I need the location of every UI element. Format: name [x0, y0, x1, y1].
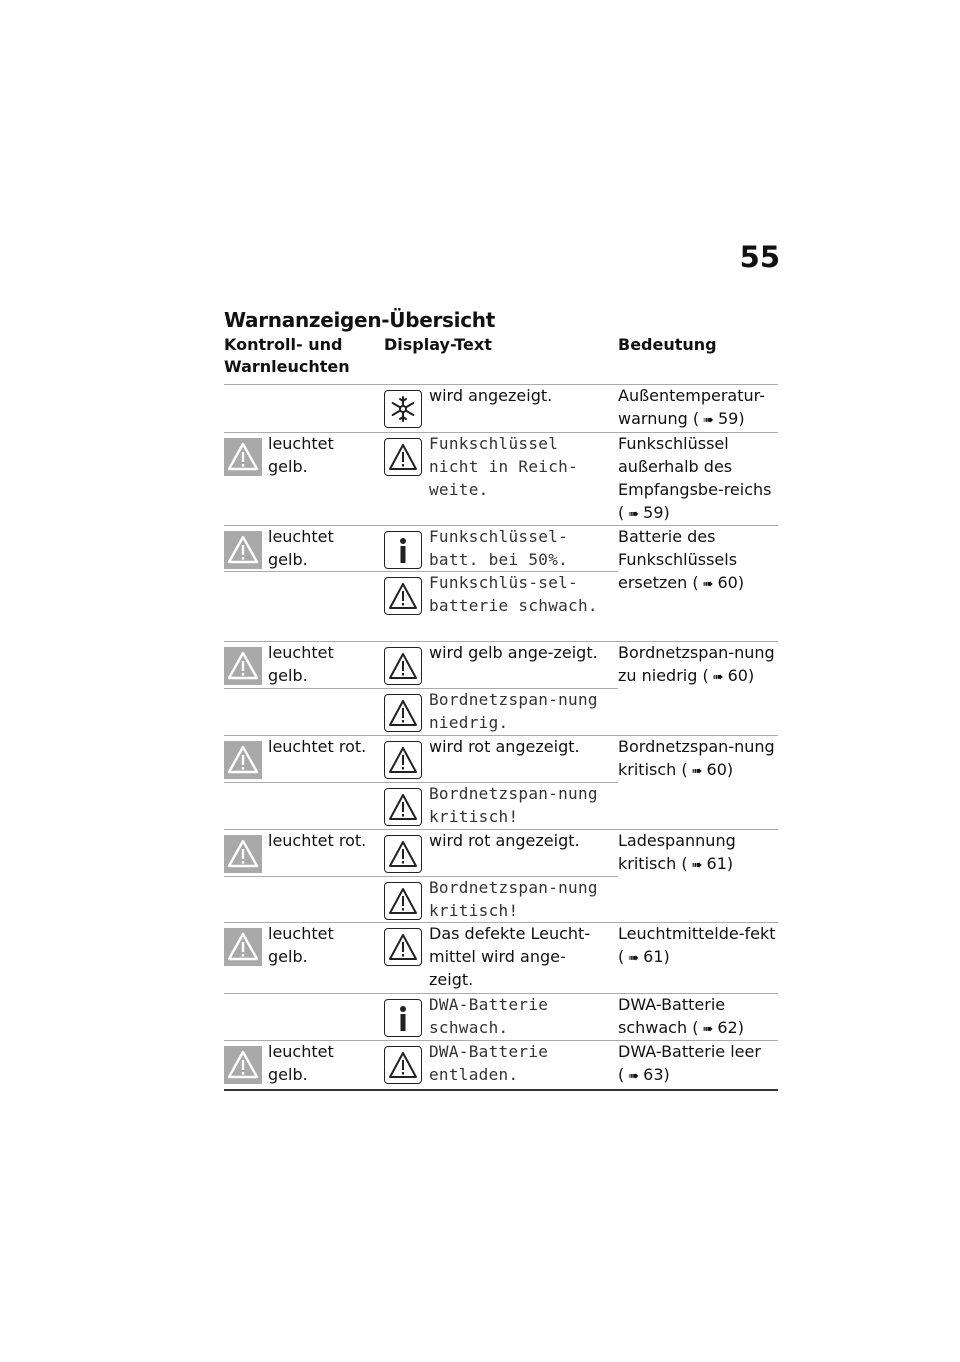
display-text: Das defekte Leucht-mittel wird ange-zeigt. [429, 924, 591, 989]
warning-triangle-icon [384, 694, 422, 732]
display-text: Funkschlüssel nicht in Reich-weite. [429, 434, 578, 499]
page-reference-number: 60 [717, 573, 738, 592]
display-text: DWA-Batterie entladen. [429, 1042, 549, 1084]
snowflake-icon [384, 390, 422, 428]
meaning-text [618, 1040, 778, 1088]
lamp-state-text: leuchtet gelb. [268, 434, 334, 476]
header-lamps: Kontroll- und Warnleuchten [224, 335, 350, 376]
arrow-right-icon: ➠ [712, 670, 724, 685]
arrow-right-icon: ➠ [628, 951, 640, 966]
page-reference-link[interactable]: ( ➠ 59) [688, 409, 745, 428]
warning-triangle-icon [384, 438, 422, 476]
page-reference-number: 59 [718, 409, 739, 428]
display-text: Bordnetzspan-nung kritisch! [429, 784, 598, 826]
warning-triangle-icon [384, 928, 422, 966]
header-meaning: Bedeutung [618, 335, 717, 354]
page-reference-number: 60 [727, 666, 748, 685]
warning-triangle-icon [384, 882, 422, 920]
display-text: Bordnetzspan-nung niedrig. [429, 690, 598, 732]
meaning-label: Bordnetzspan-nung kritisch [618, 737, 775, 779]
lamp-state-text: leuchtet rot. [268, 831, 367, 850]
page-reference-link[interactable]: ( ➠ 60) [687, 573, 744, 592]
arrow-right-icon: ➠ [628, 507, 640, 522]
meaning-label: Ladespannung kritisch [618, 831, 736, 873]
meaning-label: Funkschlüssel außerhalb des Empfangsbe-reichs [618, 434, 772, 499]
arrow-right-icon: ➠ [691, 858, 703, 873]
warning-lamp-icon [224, 835, 262, 873]
meaning-text [618, 384, 778, 432]
meaning-label: Batterie des Funkschlüssels ersetzen [618, 527, 738, 592]
arrow-right-icon: ➠ [703, 413, 714, 428]
warning-lamp-icon [224, 438, 262, 476]
page-reference-link[interactable]: ( ➠ 60) [676, 760, 733, 779]
display-text: Bordnetzspan-nung kritisch! [429, 878, 598, 920]
warning-triangle-icon [384, 577, 422, 615]
display-text: Funkschlüssel-batt. bei 50%. [429, 527, 569, 569]
meaning-text [618, 993, 778, 1041]
display-text: wird rot angezeigt. [429, 737, 580, 756]
arrow-right-icon: ➠ [702, 1022, 714, 1037]
meaning-label: DWA-Batterie leer [618, 1042, 761, 1061]
header-display-text: Display-Text [384, 335, 492, 354]
meaning-text [618, 829, 778, 877]
arrow-right-icon: ➠ [628, 1069, 640, 1084]
lamp-state-text: leuchtet gelb. [268, 643, 334, 685]
page-reference-number: 62 [717, 1018, 738, 1037]
meaning-text [618, 922, 778, 970]
warning-lamp-icon [224, 647, 262, 685]
arrow-right-icon: ➠ [691, 764, 703, 779]
page-reference-link[interactable]: ( ➠ 61) [618, 947, 670, 966]
lamp-state-text: leuchtet gelb. [268, 1042, 334, 1084]
warning-triangle-icon [384, 1046, 422, 1084]
lamp-state-text: leuchtet rot. [268, 737, 367, 756]
page-reference-link[interactable]: ( ➠ 63) [618, 1065, 670, 1084]
warning-lamp-icon [224, 928, 262, 966]
meaning-label: DWA-Batterie schwach [618, 995, 726, 1037]
warning-triangle-icon [384, 647, 422, 685]
page-number: 55 [739, 240, 780, 274]
warning-lamp-icon [224, 531, 262, 569]
display-text: DWA-Batterie schwach. [429, 995, 549, 1037]
meaning-text [618, 735, 778, 783]
meaning-text [618, 641, 778, 689]
meaning-text [618, 525, 778, 596]
page-reference-link[interactable]: ( ➠ 60) [697, 666, 754, 685]
page-reference-number: 61 [706, 854, 727, 873]
lamp-state-text: leuchtet gelb. [268, 527, 334, 569]
section-title: Warnanzeigen-Übersicht [224, 308, 495, 332]
display-text: wird rot angezeigt. [429, 831, 580, 850]
display-text: wird gelb ange-zeigt. [429, 643, 598, 662]
meaning-label: Außentemperatur-warnung [618, 386, 765, 428]
page-reference-link[interactable]: ( ➠ 62) [687, 1018, 744, 1037]
warning-lamp-icon [224, 1046, 262, 1084]
table-bottom-rule [224, 1089, 778, 1091]
lamp-state-text: leuchtet gelb. [268, 924, 334, 966]
meaning-label: Leuchtmittelde-fekt [618, 924, 776, 943]
warning-lamp-icon [224, 741, 262, 779]
meaning-label: Bordnetzspan-nung zu niedrig [618, 643, 775, 685]
page-reference-number: 63 [643, 1065, 664, 1084]
info-icon [384, 531, 422, 569]
page-reference-link[interactable]: ( ➠ 61) [676, 854, 733, 873]
display-text: Funkschlüs-sel- batterie schwach. [429, 573, 598, 615]
meaning-text [618, 432, 778, 526]
page-reference-number: 60 [706, 760, 727, 779]
info-icon [384, 999, 422, 1037]
warning-triangle-icon [384, 788, 422, 826]
page-reference-number: 59 [643, 503, 664, 522]
page-reference-number: 61 [643, 947, 664, 966]
page-reference-link[interactable]: ( ➠ 59) [618, 503, 670, 522]
display-text: wird angezeigt. [429, 386, 553, 405]
arrow-right-icon: ➠ [702, 577, 714, 592]
warning-triangle-icon [384, 741, 422, 779]
warning-triangle-icon [384, 835, 422, 873]
